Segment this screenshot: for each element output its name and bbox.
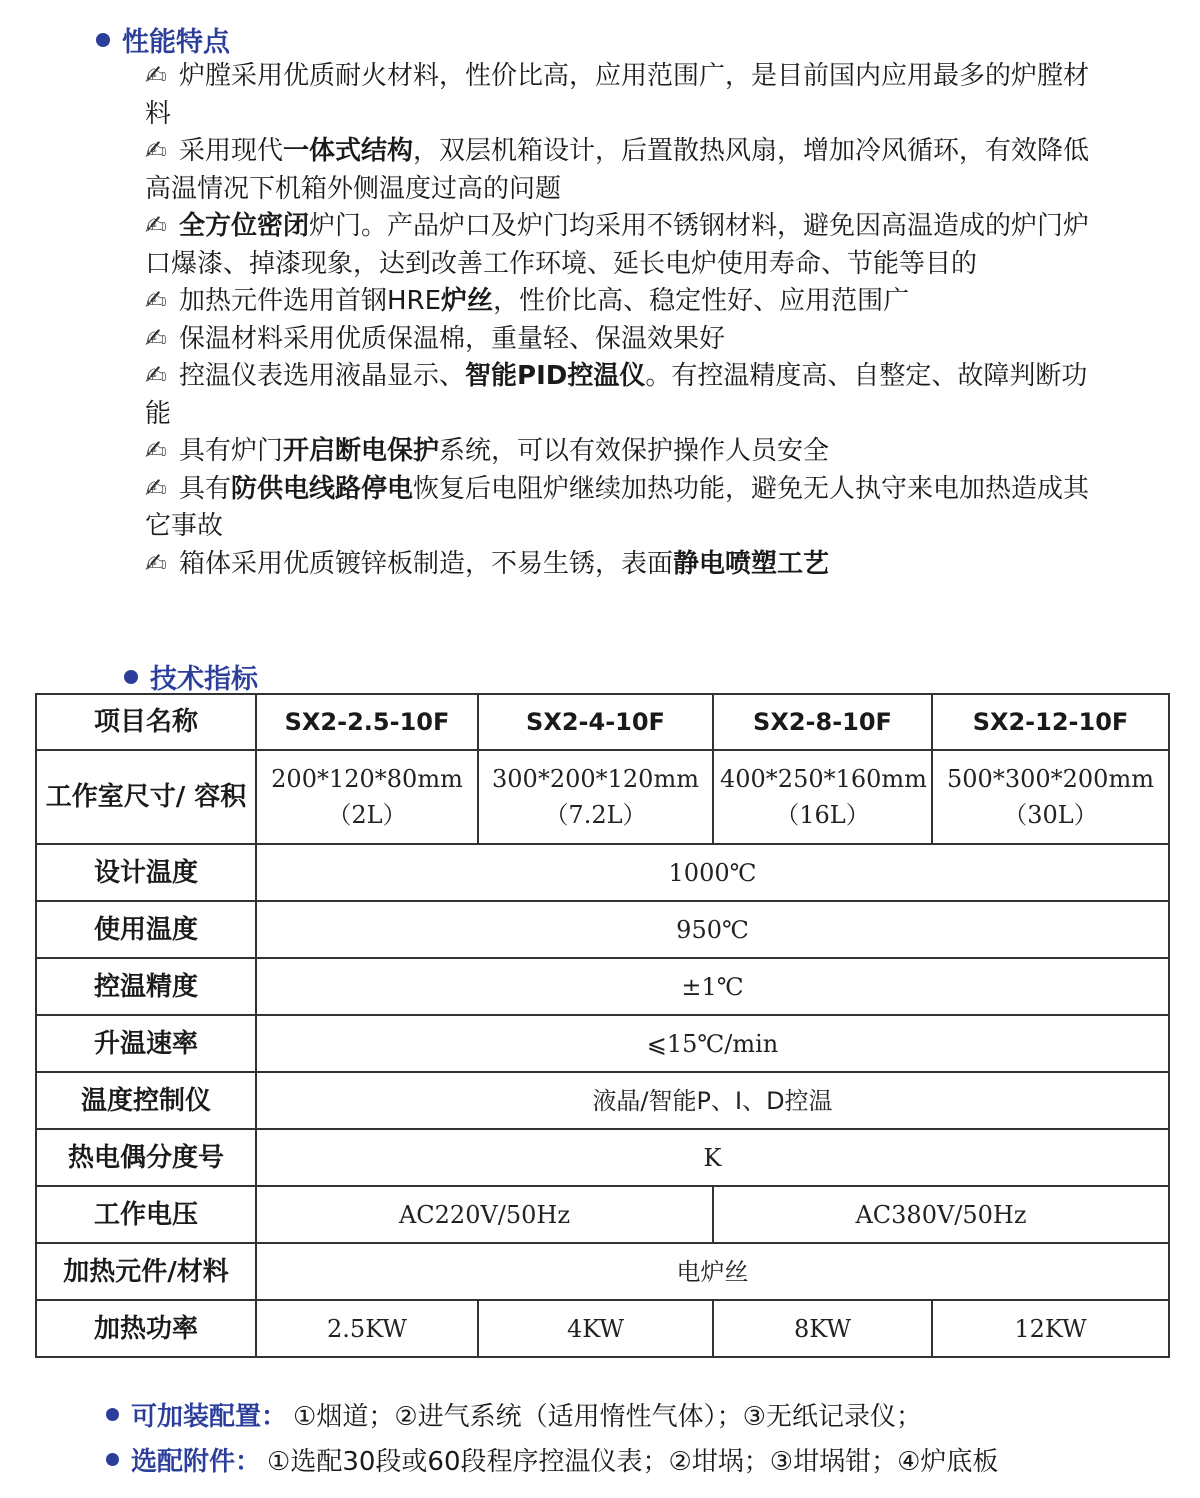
- feature-text: 具有炉门: [179, 436, 284, 466]
- feature-item: [145, 208, 1105, 283]
- bullet-dot-icon: [124, 670, 138, 684]
- pen-icon: ✍: [145, 548, 167, 579]
- feature-text: 箱体采用优质镀锌板制造，不易生锈，表面: [179, 548, 674, 579]
- feature-text: 控温仪表选用液晶显示、: [179, 361, 466, 391]
- bullet-dot-icon: [106, 1408, 119, 1421]
- pen-icon: ✍: [145, 436, 167, 466]
- feature-text: ，双层机箱设计，后置散热风扇，增加冷风循环，有效降低高温情况下机箱外侧温度过高的问题: [145, 136, 1090, 204]
- feature-highlight: 炉丝: [441, 286, 494, 316]
- feature-item: [145, 58, 1105, 133]
- power-cell: 8KW: [713, 1300, 932, 1357]
- feature-item: [145, 358, 1105, 433]
- voltage-value: AC220V/50Hz: [256, 1186, 713, 1243]
- feature-highlight: 防供电线路停电: [231, 473, 414, 504]
- feature-highlight: 智能PID控温仪: [465, 361, 646, 391]
- row-label-accuracy: 控温精度: [36, 958, 256, 1015]
- accessories-text: ①选配30段或60段程序控温仪表；②坩埚；③坩埚钳；④炉底板: [267, 1447, 999, 1477]
- feature-text: 炉门。产品炉口及炉门均采用不锈钢材料，避免因高温造成的炉门炉口爆漆、掉漆现象，达到改善工作环境、延长电炉使用寿命、节能等目的: [145, 211, 1090, 279]
- chamber-cell: 300*200*120mm （7.2L）: [478, 750, 713, 844]
- table-row-design-temp: [36, 844, 1169, 901]
- optional-label: 可加装配置：: [131, 1402, 288, 1432]
- table-row-use-temp: [36, 901, 1169, 958]
- row-label-thermocouple: 热电偶分度号: [36, 1129, 256, 1186]
- feature-item: [145, 283, 1105, 321]
- model-cell: SX2-2.5-10F: [256, 694, 478, 750]
- design-temp-value: 1000℃: [256, 844, 1169, 901]
- feature-item: [145, 133, 1105, 208]
- model-cell: SX2-12-10F: [932, 694, 1169, 750]
- features-list: [145, 58, 1105, 583]
- pen-icon: ✍: [145, 286, 167, 316]
- pen-icon: ✍: [145, 211, 167, 241]
- row-label-element: 加热元件/材料: [36, 1243, 256, 1300]
- row-label-controller: 温度控制仪: [36, 1072, 256, 1129]
- accessories-line: [106, 1441, 998, 1478]
- bullet-dot-icon: [96, 33, 110, 47]
- feature-text: 恢复后电阻炉继续加热功能，避免无人执守来电加热造成其它事故: [145, 473, 1090, 541]
- chamber-cell: 400*250*160mm （16L）: [713, 750, 932, 844]
- feature-text: 炉膛采用优质耐火材料，性价比高，应用范围广，是目前国内应用最多的炉膛材料: [145, 61, 1090, 129]
- use-temp-value: 950℃: [256, 901, 1169, 958]
- controller-value: 液晶/智能P、I、D控温: [256, 1072, 1169, 1129]
- table-row-heat-rate: [36, 1015, 1169, 1072]
- table-row-header: [36, 694, 1169, 750]
- optional-config-line: [106, 1396, 922, 1433]
- feature-text: ，性价比高、稳定性好、应用范围广: [493, 286, 910, 316]
- pen-icon: ✍: [145, 323, 167, 354]
- power-cell: 2.5KW: [256, 1300, 478, 1357]
- table-row-element: [36, 1243, 1169, 1300]
- feature-text: 具有: [179, 473, 232, 504]
- row-label-power: 加热功率: [36, 1300, 256, 1357]
- feature-text: 系统，可以有效保护操作人员安全: [439, 436, 830, 466]
- feature-highlight: 静电喷塑工艺: [673, 548, 830, 579]
- feature-highlight: 开启断电保护: [283, 436, 440, 466]
- bullet-dot-icon: [106, 1453, 119, 1466]
- features-heading: [96, 20, 230, 59]
- spec-table: [35, 693, 1170, 1358]
- heat-rate-value: ⩽15℃/min: [256, 1015, 1169, 1072]
- element-value: 电炉丝: [256, 1243, 1169, 1300]
- feature-text: 采用现代: [179, 136, 284, 166]
- table-row-controller: [36, 1072, 1169, 1129]
- feature-text: 加热元件选用首钢HRE: [179, 286, 442, 316]
- feature-text: 。有控温精度高、自整定、故障判断功能: [145, 361, 1088, 429]
- accessories-label: 选配附件：: [131, 1447, 262, 1477]
- feature-item: [145, 433, 1105, 471]
- spec-title: 技术指标: [150, 664, 258, 695]
- row-label-chamber: 工作室尺寸/ 容积: [36, 750, 256, 844]
- pen-icon: ✍: [145, 61, 167, 91]
- feature-item: [145, 546, 1105, 584]
- pen-icon: ✍: [145, 136, 167, 166]
- table-row-thermocouple: [36, 1129, 1169, 1186]
- chamber-cell: 500*300*200mm （30L）: [932, 750, 1169, 844]
- row-label-voltage: 工作电压: [36, 1186, 256, 1243]
- pen-icon: ✍: [145, 473, 167, 504]
- feature-item: [145, 321, 1105, 359]
- feature-highlight: 全方位密闭: [179, 211, 310, 241]
- feature-text: 保温材料采用优质保温棉，重量轻、保温效果好: [179, 323, 726, 354]
- model-cell: SX2-8-10F: [713, 694, 932, 750]
- voltage-value: AC380V/50Hz: [713, 1186, 1169, 1243]
- table-row-accuracy: [36, 958, 1169, 1015]
- row-label-use-temp: 使用温度: [36, 901, 256, 958]
- row-label-header: 项目名称: [36, 694, 256, 750]
- table-row-power: [36, 1300, 1169, 1357]
- optional-text: ①烟道；②进气系统（适用惰性气体）；③无纸记录仪；: [293, 1402, 922, 1432]
- spec-heading: [124, 657, 258, 696]
- chamber-cell: 200*120*80mm （2L）: [256, 750, 478, 844]
- model-cell: SX2-4-10F: [478, 694, 713, 750]
- power-cell: 12KW: [932, 1300, 1169, 1357]
- thermocouple-value: K: [256, 1129, 1169, 1186]
- table-row-voltage: [36, 1186, 1169, 1243]
- feature-item: [145, 471, 1105, 546]
- power-cell: 4KW: [478, 1300, 713, 1357]
- row-label-design-temp: 设计温度: [36, 844, 256, 901]
- accuracy-value: ±1℃: [256, 958, 1169, 1015]
- features-title: 性能特点: [122, 27, 230, 58]
- feature-highlight: 一体式结构: [283, 136, 414, 166]
- row-label-heat-rate: 升温速率: [36, 1015, 256, 1072]
- pen-icon: ✍: [145, 361, 167, 391]
- table-row-chamber: [36, 750, 1169, 844]
